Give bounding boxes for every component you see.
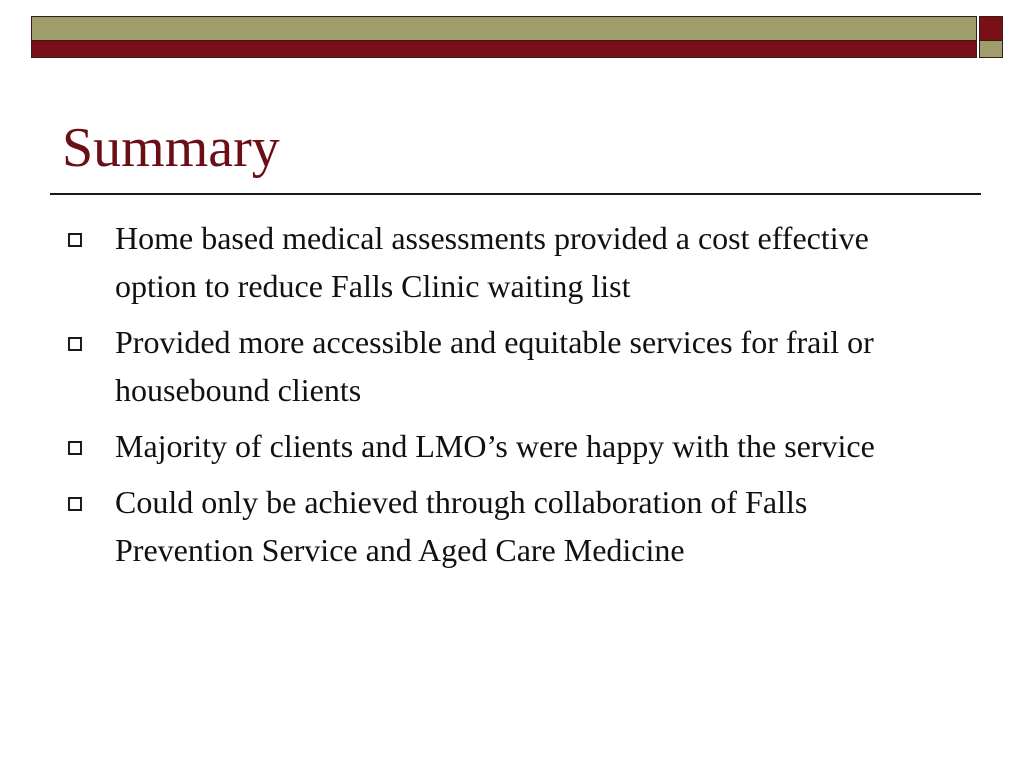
top-banner-olive-bar xyxy=(31,16,977,41)
bullet-item xyxy=(0,318,945,414)
bullet-text: Could only be achieved through collaboration of Falls Prevention Service and Aged Care Medicine xyxy=(115,484,808,568)
bullet-item xyxy=(0,478,945,574)
bullet-text: Home based medical assessments provided a cost effective option to reduce Falls Clinic waiting list xyxy=(115,220,869,304)
hollow-square-bullet-icon xyxy=(68,497,82,511)
corner-block-maroon xyxy=(979,16,1003,41)
bullet-item xyxy=(0,422,945,470)
hollow-square-bullet-icon xyxy=(68,441,82,455)
top-banner-maroon-bar xyxy=(31,41,977,58)
bullet-list xyxy=(0,214,1024,582)
bullet-text: Majority of clients and LMO’s were happy with the service xyxy=(115,428,875,464)
hollow-square-bullet-icon xyxy=(68,337,82,351)
corner-block-olive xyxy=(979,41,1003,58)
bullet-item xyxy=(0,214,945,310)
hollow-square-bullet-icon xyxy=(68,233,82,247)
title-divider xyxy=(50,193,981,195)
slide-title: Summary xyxy=(62,117,280,179)
bullet-text: Provided more accessible and equitable services for frail or housebound clients xyxy=(115,324,874,408)
